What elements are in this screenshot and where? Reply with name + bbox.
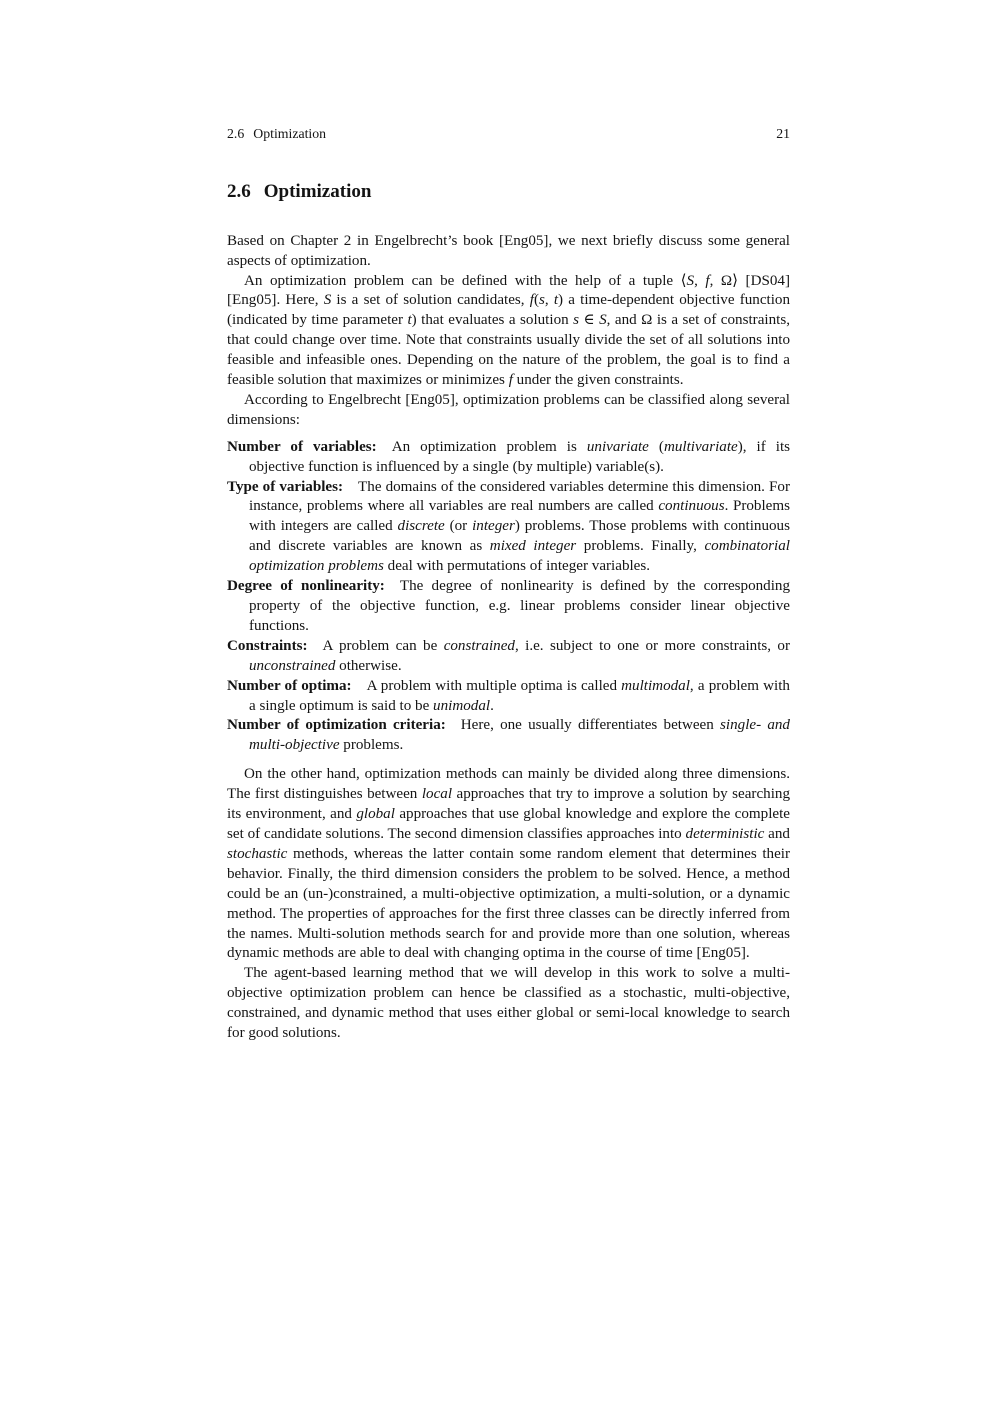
text-run: ∈ — [579, 312, 600, 329]
text-run: The domains of the considered variables determine this dimension. For instance, problems where all variables are real numbers are called — [249, 478, 790, 515]
page-number: 21 — [776, 126, 790, 141]
emphasized-text: f — [529, 292, 534, 309]
emphasized-text: continuous — [658, 498, 725, 515]
term-label: Number of variables: — [227, 438, 377, 455]
list-item-number-of-variables — [227, 438, 790, 478]
text-run: . Problems with integers are called — [249, 498, 790, 535]
text-run: The degree of nonlinearity is defined by the corresponding property of the objective function, e.g. linear problems consider linear objective functions. — [249, 578, 790, 634]
emphasized-text: constrained — [443, 637, 515, 654]
term-label: Constraints: — [227, 637, 308, 654]
paragraph-classification-lead — [227, 391, 790, 431]
text-run: under the given constraints. — [512, 372, 684, 389]
emphasized-text: discrete — [397, 518, 445, 535]
section-name: Optimization — [263, 180, 372, 202]
emphasized-text: t — [553, 292, 559, 309]
text-run: problems. Finally, — [576, 538, 705, 555]
emphasized-text: multimodal — [621, 677, 690, 694]
text-run: ( — [648, 438, 664, 455]
text-run: ( — [533, 292, 539, 309]
text-run: ) that evaluates a solution — [411, 312, 574, 329]
emphasized-text: local — [421, 786, 453, 803]
text-run: . — [490, 697, 494, 714]
text-run: According to Engelbrecht [Eng05], optimization problems can be classified along several dimensions: — [227, 391, 790, 428]
emphasized-text: S — [323, 292, 332, 309]
text-run: , a problem with a single optimum is said to be — [249, 677, 790, 714]
text-run: , — [544, 292, 554, 309]
section-number: 2.6 — [227, 180, 251, 202]
text-run: , i.e. subject to one or more constraints, or — [514, 637, 791, 654]
emphasized-text: single- and multi-objective — [249, 717, 790, 754]
emphasized-text: f — [508, 372, 513, 389]
text-run: ) problems. Those problems with continuous and discrete variables are known as — [249, 518, 790, 555]
text-run: Based on Chapter 2 in Engelbrecht’s book [Eng05], we next briefly discuss some general aspects of optimization. — [227, 232, 790, 269]
paragraph-methods-dimensions — [227, 765, 790, 964]
text-run: methods, whereas the latter contain some random element that determines their behavior. Finally, the third dimension considers the problem to be solved. Hence, a method could be an (un-)constrained, a multi-objective optimization, a multi-solution, or a dynamic method. The properties of approaches for the first three classes can be directly inferred from the names. Multi-solution methods search for and provide more than one solution, whereas dynamic methods are able to deal with changing optima in the course of time [Eng05]. — [227, 845, 790, 962]
section-heading — [227, 182, 790, 203]
emphasized-text: unconstrained — [249, 657, 336, 674]
emphasized-text: deterministic — [685, 825, 765, 842]
paragraph-agent-based-method — [227, 964, 790, 1044]
term-label: Number of optimization criteria: — [227, 717, 446, 734]
text-run: The agent-based learning method that we will develop in this work to solve a multi-objective optimization problem can hence be classified as a stochastic, multi-objective, constrained, and dynamic method that uses either global or semi-local knowledge to search for good solutions. — [227, 965, 790, 1042]
emphasized-text: S — [686, 272, 695, 289]
emphasized-text: stochastic — [227, 845, 288, 862]
term-label: Degree of nonlinearity: — [227, 578, 385, 595]
text-run: and — [764, 825, 790, 842]
text-run: (or — [444, 518, 473, 535]
paragraph-intro — [227, 232, 790, 272]
running-header — [227, 127, 790, 141]
emphasized-text: t — [407, 312, 412, 329]
emphasized-text: global — [356, 806, 395, 823]
emphasized-text: s — [539, 292, 545, 309]
text-run: approaches that try to improve a solution by searching its environment, and — [227, 786, 790, 823]
text-run: , Ω⟩ [DS04] [Eng05]. Here, — [227, 272, 790, 309]
text-run: ) a time-dependent objective function (indicated by time parameter — [227, 292, 791, 329]
list-item-number-of-optima — [227, 677, 790, 717]
text-run: On the other hand, optimization methods can mainly be divided along three dimensions. The first distinguishes between — [227, 766, 790, 803]
emphasized-text: unimodal — [433, 697, 491, 714]
emphasized-text: multivariate — [663, 438, 738, 455]
text-run: problems. — [339, 737, 404, 754]
text-run: otherwise. — [335, 657, 402, 674]
term-label: Number of optima: — [227, 677, 352, 694]
text-block — [227, 127, 790, 1044]
list-item-type-of-variables — [227, 478, 790, 578]
text-run: approaches that use global knowledge and explore the complete set of candidate solutions. The second dimension classifies approaches into — [227, 806, 790, 842]
emphasized-text: combinatorial optimization problems — [249, 538, 790, 575]
list-item-number-of-optimization-criteria — [227, 716, 790, 756]
text-run: ), if its objective function is influenced by a single (by multiple) variable(s). — [249, 438, 791, 475]
text-run: A problem can be — [322, 637, 444, 654]
text-run: is a set of solution candidates, — [331, 292, 530, 309]
emphasized-text: S — [599, 312, 607, 329]
text-run: A problem with multiple optima is called — [366, 677, 622, 694]
text-run: deal with permutations of integer variables. — [383, 558, 651, 575]
running-header-section-number: 2.6 — [227, 126, 245, 141]
emphasized-text: mixed integer — [489, 538, 577, 555]
emphasized-text: s — [573, 312, 580, 329]
running-header-left — [227, 127, 326, 141]
text-run: , — [694, 272, 706, 289]
text-run: Here, one usually differentiates between — [460, 717, 721, 734]
list-item-constraints — [227, 637, 790, 677]
emphasized-text: f — [705, 272, 710, 289]
text-run: An optimization problem can be defined with the help of a tuple ⟨ — [244, 272, 687, 289]
list-item-degree-of-nonlinearity — [227, 577, 790, 637]
classification-list — [227, 438, 790, 757]
term-label: Type of variables: — [227, 478, 344, 495]
emphasized-text: univariate — [586, 438, 649, 455]
running-header-section-title: Optimization — [253, 126, 327, 141]
text-run: An optimization problem is — [391, 438, 587, 455]
text-run: , and Ω is a set of constraints, that could change over time. Note that constraints usually divide the set of all solutions into feasible and infeasible ones. Depending on the nature of the problem, the goal is to find a feasible solution that maximizes or minimizes — [227, 312, 790, 389]
emphasized-text: integer — [472, 518, 515, 535]
paragraph-definition — [227, 272, 790, 391]
